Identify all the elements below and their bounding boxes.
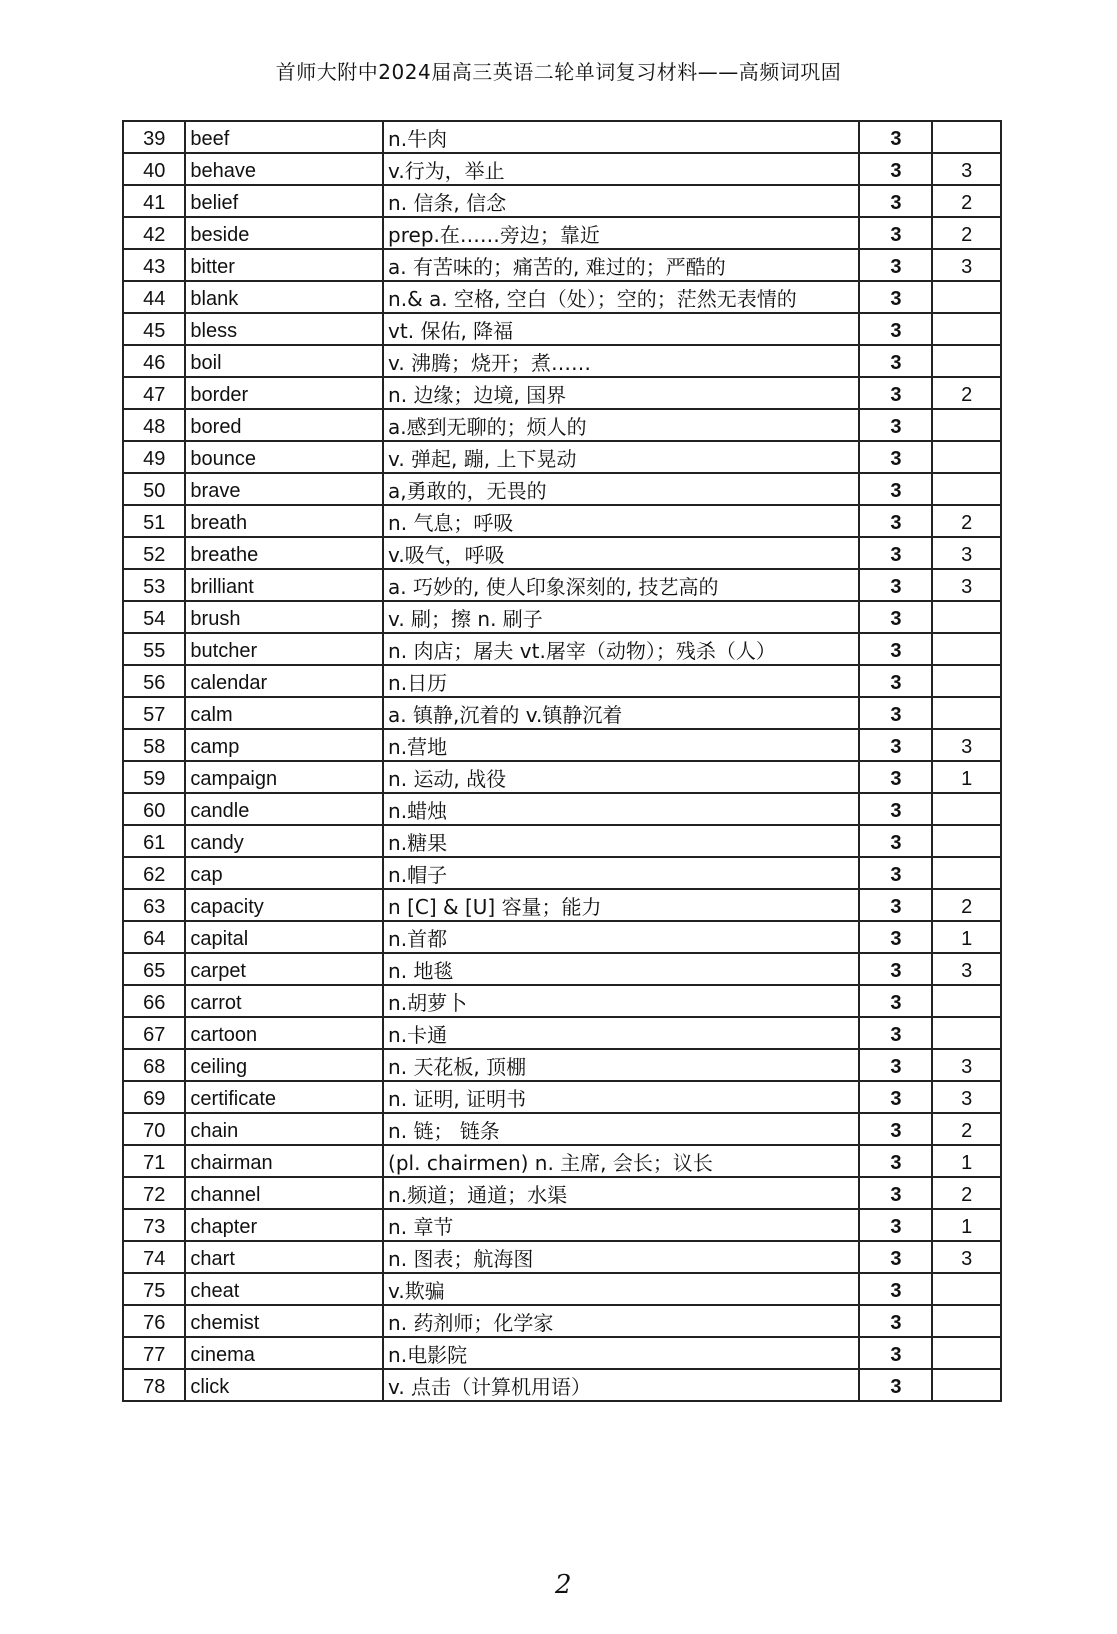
entry-extra-count xyxy=(932,1337,1001,1369)
entry-extra-count: 2 xyxy=(932,185,1001,217)
entry-frequency: 3 xyxy=(859,761,932,793)
entry-word: capacity xyxy=(185,889,383,921)
entry-extra-count: 3 xyxy=(932,569,1001,601)
entry-definition: n. 边缘；边境, 国界 xyxy=(383,377,859,409)
entry-definition: v.欺骗 xyxy=(383,1273,859,1305)
entry-frequency: 3 xyxy=(859,1113,932,1145)
page-number: 2 xyxy=(555,1570,572,1600)
entry-frequency: 3 xyxy=(859,857,932,889)
entry-frequency: 3 xyxy=(859,1305,932,1337)
entry-definition: v. 沸腾；烧开；煮…… xyxy=(383,345,859,377)
entry-word: chain xyxy=(185,1113,383,1145)
entry-definition: a. 巧妙的, 使人印象深刻的, 技艺高的 xyxy=(383,569,859,601)
entry-word: cheat xyxy=(185,1273,383,1305)
entry-number: 68 xyxy=(123,1049,185,1081)
entry-word: bounce xyxy=(185,441,383,473)
entry-extra-count xyxy=(932,441,1001,473)
entry-extra-count xyxy=(932,665,1001,697)
entry-frequency: 3 xyxy=(859,1049,932,1081)
entry-extra-count: 2 xyxy=(932,1113,1001,1145)
table-row xyxy=(123,121,1001,153)
table-row xyxy=(123,1209,1001,1241)
entry-extra-count: 3 xyxy=(932,1081,1001,1113)
entry-word: breath xyxy=(185,505,383,537)
entry-frequency: 3 xyxy=(859,377,932,409)
table-row xyxy=(123,473,1001,505)
entry-extra-count: 1 xyxy=(932,1145,1001,1177)
entry-word: butcher xyxy=(185,633,383,665)
table-row xyxy=(123,377,1001,409)
entry-frequency: 3 xyxy=(859,185,932,217)
entry-frequency: 3 xyxy=(859,1209,932,1241)
entry-frequency: 3 xyxy=(859,441,932,473)
entry-definition: prep.在……旁边；靠近 xyxy=(383,217,859,249)
entry-definition: n. 药剂师；化学家 xyxy=(383,1305,859,1337)
entry-definition: v.吸气，呼吸 xyxy=(383,537,859,569)
entry-number: 42 xyxy=(123,217,185,249)
entry-word: blank xyxy=(185,281,383,313)
entry-number: 52 xyxy=(123,537,185,569)
entry-word: brush xyxy=(185,601,383,633)
entry-number: 74 xyxy=(123,1241,185,1273)
entry-frequency: 3 xyxy=(859,345,932,377)
entry-extra-count xyxy=(932,857,1001,889)
entry-number: 41 xyxy=(123,185,185,217)
entry-definition: n [C] & [U] 容量；能力 xyxy=(383,889,859,921)
entry-extra-count: 2 xyxy=(932,505,1001,537)
table-row xyxy=(123,313,1001,345)
entry-word: capital xyxy=(185,921,383,953)
entry-definition: n. 章节 xyxy=(383,1209,859,1241)
table-row xyxy=(123,1337,1001,1369)
entry-frequency: 3 xyxy=(859,409,932,441)
entry-frequency: 3 xyxy=(859,153,932,185)
entry-definition: n.帽子 xyxy=(383,857,859,889)
entry-number: 75 xyxy=(123,1273,185,1305)
entry-extra-count: 2 xyxy=(932,889,1001,921)
entry-extra-count xyxy=(932,409,1001,441)
entry-frequency: 3 xyxy=(859,825,932,857)
entry-extra-count xyxy=(932,473,1001,505)
entry-number: 59 xyxy=(123,761,185,793)
table-row xyxy=(123,889,1001,921)
entry-extra-count xyxy=(932,601,1001,633)
entry-number: 71 xyxy=(123,1145,185,1177)
entry-frequency: 3 xyxy=(859,921,932,953)
entry-definition: n. 肉店；屠夫 vt.屠宰（动物）；残杀（人） xyxy=(383,633,859,665)
entry-word: bless xyxy=(185,313,383,345)
entry-extra-count: 2 xyxy=(932,377,1001,409)
entry-frequency: 3 xyxy=(859,569,932,601)
entry-number: 54 xyxy=(123,601,185,633)
table-row xyxy=(123,761,1001,793)
entry-frequency: 3 xyxy=(859,1369,932,1401)
entry-frequency: 3 xyxy=(859,505,932,537)
entry-number: 53 xyxy=(123,569,185,601)
entry-frequency: 3 xyxy=(859,281,932,313)
entry-definition: a. 镇静,沉着的 v.镇静沉着 xyxy=(383,697,859,729)
entry-frequency: 3 xyxy=(859,697,932,729)
entry-word: ceiling xyxy=(185,1049,383,1081)
entry-number: 55 xyxy=(123,633,185,665)
entry-frequency: 3 xyxy=(859,633,932,665)
entry-word: campaign xyxy=(185,761,383,793)
table-row xyxy=(123,441,1001,473)
entry-number: 64 xyxy=(123,921,185,953)
entry-frequency: 3 xyxy=(859,1081,932,1113)
table-row xyxy=(123,1177,1001,1209)
entry-extra-count: 3 xyxy=(932,1241,1001,1273)
entry-extra-count xyxy=(932,1305,1001,1337)
entry-number: 44 xyxy=(123,281,185,313)
entry-extra-count: 3 xyxy=(932,953,1001,985)
table-row xyxy=(123,1017,1001,1049)
entry-extra-count xyxy=(932,121,1001,153)
entry-frequency: 3 xyxy=(859,665,932,697)
entry-frequency: 3 xyxy=(859,1177,932,1209)
table-row xyxy=(123,921,1001,953)
entry-definition: n. 地毯 xyxy=(383,953,859,985)
entry-frequency: 3 xyxy=(859,601,932,633)
entry-definition: n. 图表；航海图 xyxy=(383,1241,859,1273)
entry-extra-count: 1 xyxy=(932,921,1001,953)
entry-extra-count: 3 xyxy=(932,1049,1001,1081)
table-row xyxy=(123,1081,1001,1113)
table-row xyxy=(123,1241,1001,1273)
entry-extra-count xyxy=(932,697,1001,729)
entry-number: 39 xyxy=(123,121,185,153)
entry-word: belief xyxy=(185,185,383,217)
table-row xyxy=(123,1273,1001,1305)
entry-number: 73 xyxy=(123,1209,185,1241)
entry-word: beside xyxy=(185,217,383,249)
entry-definition: a.感到无聊的；烦人的 xyxy=(383,409,859,441)
entry-word: cinema xyxy=(185,1337,383,1369)
entry-definition: n.频道；通道；水渠 xyxy=(383,1177,859,1209)
entry-extra-count: 3 xyxy=(932,153,1001,185)
entry-word: certificate xyxy=(185,1081,383,1113)
entry-frequency: 3 xyxy=(859,1145,932,1177)
entry-extra-count: 3 xyxy=(932,729,1001,761)
entry-word: breathe xyxy=(185,537,383,569)
entry-frequency: 3 xyxy=(859,473,932,505)
entry-number: 40 xyxy=(123,153,185,185)
table-row xyxy=(123,153,1001,185)
entry-extra-count: 1 xyxy=(932,761,1001,793)
entry-definition: n. 天花板, 顶棚 xyxy=(383,1049,859,1081)
table-row xyxy=(123,697,1001,729)
entry-extra-count: 3 xyxy=(932,537,1001,569)
entry-number: 51 xyxy=(123,505,185,537)
entry-word: cartoon xyxy=(185,1017,383,1049)
table-row xyxy=(123,569,1001,601)
entry-extra-count xyxy=(932,313,1001,345)
entry-frequency: 3 xyxy=(859,1017,932,1049)
table-row xyxy=(123,729,1001,761)
table-row xyxy=(123,345,1001,377)
entry-extra-count xyxy=(932,633,1001,665)
entry-extra-count xyxy=(932,1273,1001,1305)
table-row xyxy=(123,1305,1001,1337)
entry-number: 69 xyxy=(123,1081,185,1113)
entry-definition: v.行为，举止 xyxy=(383,153,859,185)
entry-frequency: 3 xyxy=(859,1273,932,1305)
entry-extra-count xyxy=(932,825,1001,857)
entry-word: calm xyxy=(185,697,383,729)
entry-definition: n.蜡烛 xyxy=(383,793,859,825)
table-row xyxy=(123,409,1001,441)
table-row xyxy=(123,633,1001,665)
table-row xyxy=(123,281,1001,313)
entry-word: candle xyxy=(185,793,383,825)
entry-word: brave xyxy=(185,473,383,505)
entry-frequency: 3 xyxy=(859,121,932,153)
entry-number: 61 xyxy=(123,825,185,857)
entry-extra-count xyxy=(932,1369,1001,1401)
entry-frequency: 3 xyxy=(859,985,932,1017)
entry-definition: n.糖果 xyxy=(383,825,859,857)
entry-word: carrot xyxy=(185,985,383,1017)
entry-definition: n.胡萝卜 xyxy=(383,985,859,1017)
entry-word: click xyxy=(185,1369,383,1401)
table-row xyxy=(123,1369,1001,1401)
entry-definition: v. 点击（计算机用语） xyxy=(383,1369,859,1401)
entry-definition: n.营地 xyxy=(383,729,859,761)
entry-number: 50 xyxy=(123,473,185,505)
entry-number: 57 xyxy=(123,697,185,729)
table-row xyxy=(123,665,1001,697)
vocabulary-table xyxy=(122,120,1002,1402)
entry-number: 43 xyxy=(123,249,185,281)
entry-word: boil xyxy=(185,345,383,377)
table-row xyxy=(123,217,1001,249)
entry-extra-count xyxy=(932,281,1001,313)
entry-frequency: 3 xyxy=(859,217,932,249)
table-row xyxy=(123,793,1001,825)
entry-definition: n. 证明, 证明书 xyxy=(383,1081,859,1113)
entry-extra-count: 3 xyxy=(932,249,1001,281)
entry-word: border xyxy=(185,377,383,409)
entry-word: calendar xyxy=(185,665,383,697)
table-row xyxy=(123,953,1001,985)
table-row xyxy=(123,985,1001,1017)
table-row xyxy=(123,505,1001,537)
entry-frequency: 3 xyxy=(859,537,932,569)
entry-number: 65 xyxy=(123,953,185,985)
table-row xyxy=(123,601,1001,633)
entry-number: 77 xyxy=(123,1337,185,1369)
entry-definition: n. 链； 链条 xyxy=(383,1113,859,1145)
entry-frequency: 3 xyxy=(859,953,932,985)
entry-number: 62 xyxy=(123,857,185,889)
entry-extra-count: 2 xyxy=(932,1177,1001,1209)
entry-definition: n. 运动, 战役 xyxy=(383,761,859,793)
entry-extra-count xyxy=(932,345,1001,377)
entry-frequency: 3 xyxy=(859,793,932,825)
vocabulary-table-body xyxy=(123,121,1001,1401)
entry-definition: v. 弹起, 蹦, 上下晃动 xyxy=(383,441,859,473)
entry-number: 70 xyxy=(123,1113,185,1145)
table-row xyxy=(123,825,1001,857)
table-row xyxy=(123,1049,1001,1081)
entry-definition: vt. 保佑, 降福 xyxy=(383,313,859,345)
table-row xyxy=(123,857,1001,889)
entry-word: bored xyxy=(185,409,383,441)
entry-definition: n.首都 xyxy=(383,921,859,953)
table-row xyxy=(123,249,1001,281)
table-row xyxy=(123,185,1001,217)
entry-definition: n.& a. 空格, 空白（处）；空的；茫然无表情的 xyxy=(383,281,859,313)
entry-definition: n.日历 xyxy=(383,665,859,697)
entry-extra-count xyxy=(932,793,1001,825)
entry-number: 78 xyxy=(123,1369,185,1401)
entry-definition: a,勇敢的，无畏的 xyxy=(383,473,859,505)
entry-frequency: 3 xyxy=(859,1241,932,1273)
entry-definition: n.牛肉 xyxy=(383,121,859,153)
entry-word: carpet xyxy=(185,953,383,985)
entry-word: brilliant xyxy=(185,569,383,601)
entry-number: 49 xyxy=(123,441,185,473)
entry-frequency: 3 xyxy=(859,249,932,281)
entry-number: 58 xyxy=(123,729,185,761)
entry-extra-count: 1 xyxy=(932,1209,1001,1241)
entry-frequency: 3 xyxy=(859,889,932,921)
entry-word: bitter xyxy=(185,249,383,281)
entry-word: cap xyxy=(185,857,383,889)
entry-frequency: 3 xyxy=(859,313,932,345)
entry-number: 45 xyxy=(123,313,185,345)
entry-word: camp xyxy=(185,729,383,761)
entry-number: 63 xyxy=(123,889,185,921)
entry-number: 76 xyxy=(123,1305,185,1337)
entry-word: chairman xyxy=(185,1145,383,1177)
entry-definition: n. 气息；呼吸 xyxy=(383,505,859,537)
entry-number: 46 xyxy=(123,345,185,377)
entry-definition: (pl. chairmen) n. 主席, 会长；议长 xyxy=(383,1145,859,1177)
entry-number: 67 xyxy=(123,1017,185,1049)
entry-number: 66 xyxy=(123,985,185,1017)
entry-word: channel xyxy=(185,1177,383,1209)
entry-word: chapter xyxy=(185,1209,383,1241)
page-title: 首师大附中2024届高三英语二轮单词复习材料——高频词巩固 xyxy=(275,60,842,84)
entry-definition: n.卡通 xyxy=(383,1017,859,1049)
entry-word: chart xyxy=(185,1241,383,1273)
entry-definition: n.电影院 xyxy=(383,1337,859,1369)
entry-extra-count xyxy=(932,1017,1001,1049)
entry-number: 72 xyxy=(123,1177,185,1209)
entry-extra-count xyxy=(932,985,1001,1017)
entry-definition: v. 刷；擦 n. 刷子 xyxy=(383,601,859,633)
entry-number: 48 xyxy=(123,409,185,441)
entry-definition: n. 信条, 信念 xyxy=(383,185,859,217)
entry-definition: a. 有苦味的；痛苦的, 难过的；严酷的 xyxy=(383,249,859,281)
entry-word: beef xyxy=(185,121,383,153)
entry-number: 60 xyxy=(123,793,185,825)
table-row xyxy=(123,1113,1001,1145)
entry-number: 56 xyxy=(123,665,185,697)
entry-extra-count: 2 xyxy=(932,217,1001,249)
entry-word: chemist xyxy=(185,1305,383,1337)
entry-word: candy xyxy=(185,825,383,857)
entry-frequency: 3 xyxy=(859,1337,932,1369)
entry-frequency: 3 xyxy=(859,729,932,761)
table-row xyxy=(123,537,1001,569)
entry-word: behave xyxy=(185,153,383,185)
table-row xyxy=(123,1145,1001,1177)
entry-number: 47 xyxy=(123,377,185,409)
